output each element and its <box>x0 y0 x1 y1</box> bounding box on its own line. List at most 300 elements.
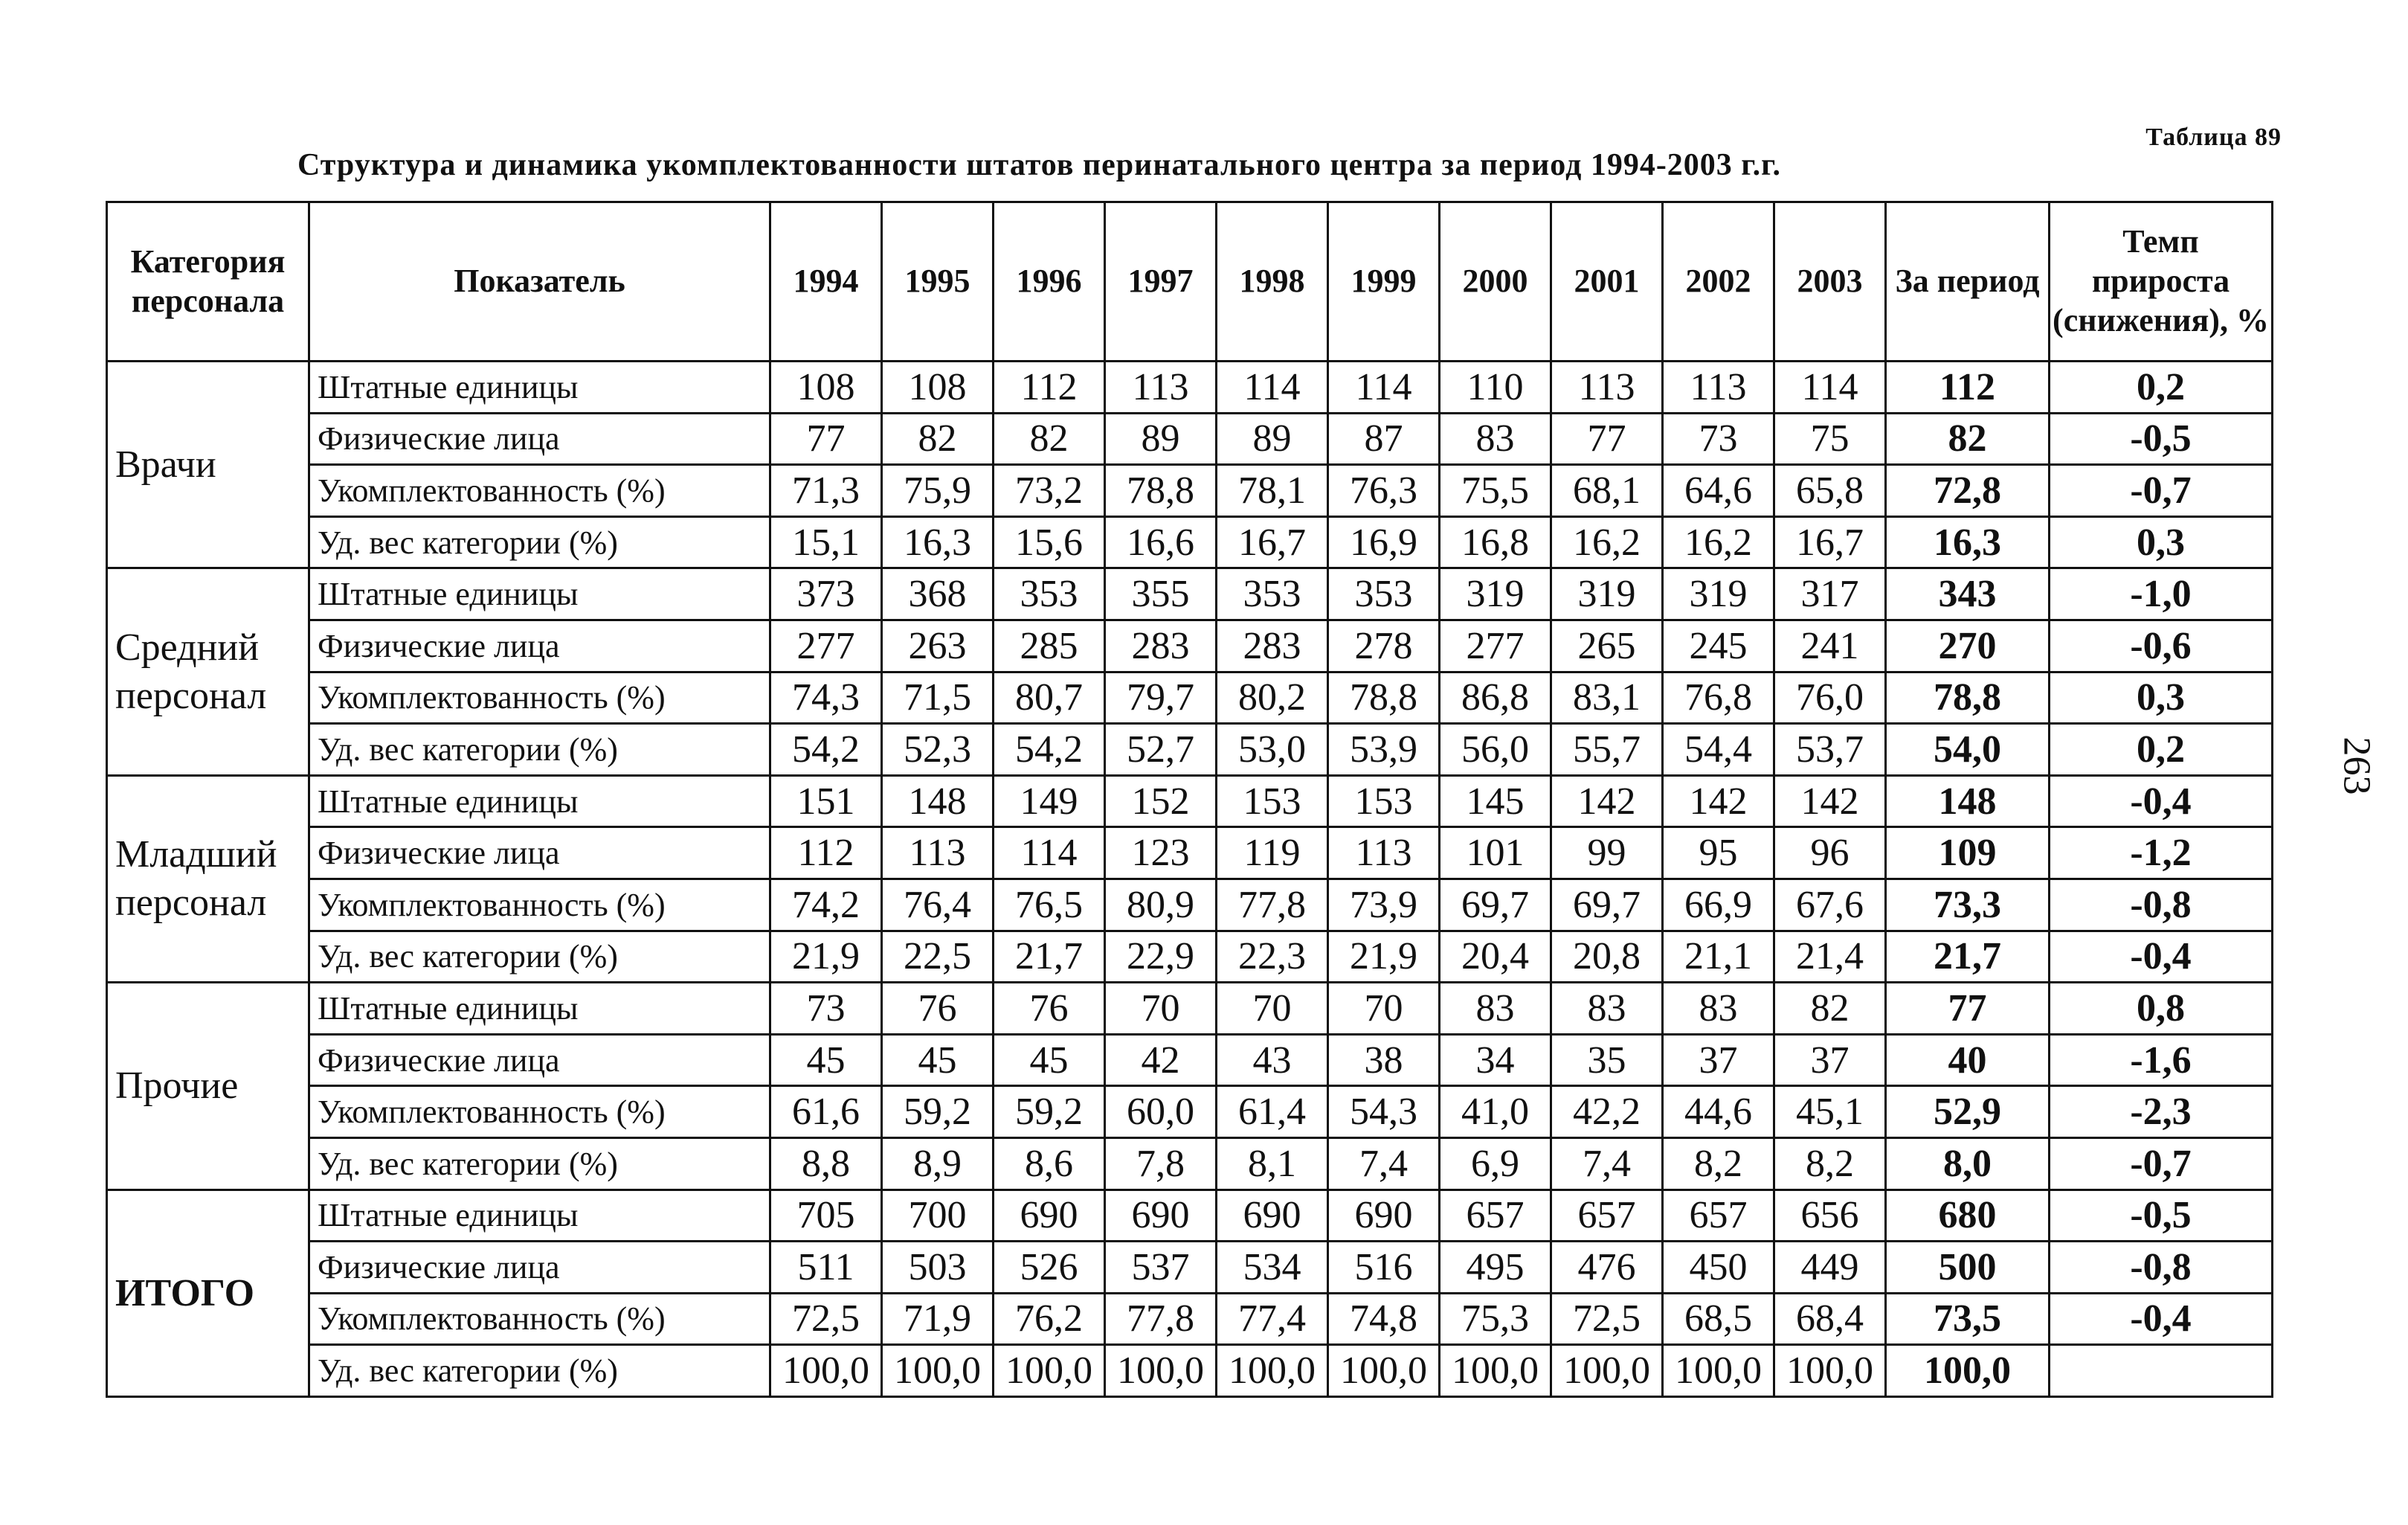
category-cell: Средний персонал <box>107 568 309 775</box>
value-cell: 75,3 <box>1440 1293 1551 1345</box>
value-cell: 319 <box>1663 568 1774 620</box>
value-cell: 69,7 <box>1440 879 1551 931</box>
value-cell: 35 <box>1551 1034 1663 1086</box>
value-cell: 278 <box>1328 620 1440 672</box>
value-cell: 112 <box>770 827 882 879</box>
table-number: Таблица 89 <box>2145 123 2282 151</box>
value-cell: 100,0 <box>1328 1345 1440 1397</box>
value-cell: 52,7 <box>1105 724 1217 776</box>
indicator-cell: Укомплектованность (%) <box>309 465 770 517</box>
value-cell: 52,3 <box>882 724 994 776</box>
value-cell: 74,8 <box>1328 1293 1440 1345</box>
value-cell: 42 <box>1105 1034 1217 1086</box>
rate-cell: -0,4 <box>2050 1293 2273 1345</box>
value-cell: 77 <box>1551 413 1663 465</box>
value-cell: 277 <box>770 620 882 672</box>
value-cell: 114 <box>1774 362 1886 414</box>
value-cell: 73 <box>770 983 882 1035</box>
value-cell: 142 <box>1551 775 1663 827</box>
table-row <box>107 1190 2273 1242</box>
rate-cell: -1,6 <box>2050 1034 2273 1086</box>
value-cell: 7,4 <box>1328 1137 1440 1190</box>
table-row <box>107 516 2273 568</box>
indicator-cell: Физические лица <box>309 827 770 879</box>
value-cell: 56,0 <box>1440 724 1551 776</box>
value-cell: 700 <box>882 1190 994 1242</box>
value-cell: 21,7 <box>994 931 1105 983</box>
value-cell: 34 <box>1440 1034 1551 1086</box>
value-cell: 65,8 <box>1774 465 1886 517</box>
value-cell: 37 <box>1663 1034 1774 1086</box>
value-cell: 21,9 <box>770 931 882 983</box>
value-cell: 8,6 <box>994 1137 1105 1190</box>
value-cell: 59,2 <box>882 1086 994 1138</box>
value-cell: 353 <box>1328 568 1440 620</box>
value-cell: 64,6 <box>1663 465 1774 517</box>
value-cell: 75 <box>1774 413 1886 465</box>
value-cell: 265 <box>1551 620 1663 672</box>
value-cell: 101 <box>1440 827 1551 879</box>
value-cell: 450 <box>1663 1242 1774 1294</box>
value-cell: 353 <box>1217 568 1328 620</box>
category-cell: ИТОГО <box>107 1190 309 1396</box>
period-cell: 680 <box>1886 1190 2050 1242</box>
value-cell: 53,0 <box>1217 724 1328 776</box>
value-cell: 657 <box>1663 1190 1774 1242</box>
period-cell: 343 <box>1886 568 2050 620</box>
value-cell: 76,3 <box>1328 465 1440 517</box>
column-header-year: 1996 <box>994 202 1105 362</box>
value-cell: 108 <box>882 362 994 414</box>
value-cell: 100,0 <box>1440 1345 1551 1397</box>
value-cell: 77,8 <box>1105 1293 1217 1345</box>
value-cell: 41,0 <box>1440 1086 1551 1138</box>
period-cell: 148 <box>1886 775 2050 827</box>
rate-cell: -1,0 <box>2050 568 2273 620</box>
value-cell: 45 <box>994 1034 1105 1086</box>
value-cell: 8,2 <box>1663 1137 1774 1190</box>
value-cell: 319 <box>1551 568 1663 620</box>
value-cell: 317 <box>1774 568 1886 620</box>
indicator-cell: Уд. вес категории (%) <box>309 1137 770 1190</box>
indicator-cell: Физические лица <box>309 620 770 672</box>
value-cell: 113 <box>1663 362 1774 414</box>
value-cell: 373 <box>770 568 882 620</box>
value-cell: 114 <box>1328 362 1440 414</box>
value-cell: 503 <box>882 1242 994 1294</box>
value-cell: 89 <box>1217 413 1328 465</box>
value-cell: 83 <box>1440 413 1551 465</box>
value-cell: 87 <box>1328 413 1440 465</box>
value-cell: 72,5 <box>1551 1293 1663 1345</box>
value-cell: 113 <box>1551 362 1663 414</box>
value-cell: 72,5 <box>770 1293 882 1345</box>
value-cell: 75,5 <box>1440 465 1551 517</box>
value-cell: 54,3 <box>1328 1086 1440 1138</box>
value-cell: 66,9 <box>1663 879 1774 931</box>
category-cell: Врачи <box>107 362 309 568</box>
value-cell: 537 <box>1105 1242 1217 1294</box>
value-cell: 44,6 <box>1663 1086 1774 1138</box>
value-cell: 153 <box>1217 775 1328 827</box>
value-cell: 145 <box>1440 775 1551 827</box>
rate-cell: 0,3 <box>2050 672 2273 724</box>
table-row <box>107 1086 2273 1138</box>
column-header-period: За период <box>1886 202 2050 362</box>
value-cell: 119 <box>1217 827 1328 879</box>
period-cell: 8,0 <box>1886 1137 2050 1190</box>
rate-cell: -0,4 <box>2050 931 2273 983</box>
period-cell: 112 <box>1886 362 2050 414</box>
value-cell: 78,8 <box>1328 672 1440 724</box>
indicator-cell: Штатные единицы <box>309 1190 770 1242</box>
rate-cell <box>2050 1345 2273 1397</box>
indicator-cell: Физические лица <box>309 1034 770 1086</box>
table-row <box>107 362 2273 414</box>
rate-cell: 0,3 <box>2050 516 2273 568</box>
period-cell: 73,3 <box>1886 879 2050 931</box>
value-cell: 16,2 <box>1663 516 1774 568</box>
table-header-row <box>107 202 2273 362</box>
indicator-cell: Штатные единицы <box>309 983 770 1035</box>
value-cell: 100,0 <box>1774 1345 1886 1397</box>
value-cell: 60,0 <box>1105 1086 1217 1138</box>
period-cell: 54,0 <box>1886 724 2050 776</box>
value-cell: 83 <box>1663 983 1774 1035</box>
value-cell: 15,6 <box>994 516 1105 568</box>
value-cell: 68,1 <box>1551 465 1663 517</box>
value-cell: 96 <box>1774 827 1886 879</box>
value-cell: 112 <box>994 362 1105 414</box>
rate-cell: 0,2 <box>2050 362 2273 414</box>
rate-cell: -0,6 <box>2050 620 2273 672</box>
period-cell: 270 <box>1886 620 2050 672</box>
value-cell: 70 <box>1328 983 1440 1035</box>
value-cell: 123 <box>1105 827 1217 879</box>
table-row <box>107 672 2273 724</box>
value-cell: 21,1 <box>1663 931 1774 983</box>
value-cell: 142 <box>1663 775 1774 827</box>
staffing-table <box>106 201 2273 1398</box>
table-row <box>107 983 2273 1035</box>
rate-cell: -0,8 <box>2050 1242 2273 1294</box>
value-cell: 6,9 <box>1440 1137 1551 1190</box>
value-cell: 153 <box>1328 775 1440 827</box>
value-cell: 368 <box>882 568 994 620</box>
column-header-year: 1994 <box>770 202 882 362</box>
table-row <box>107 620 2273 672</box>
value-cell: 110 <box>1440 362 1551 414</box>
table-row <box>107 1345 2273 1397</box>
value-cell: 83,1 <box>1551 672 1663 724</box>
value-cell: 21,9 <box>1328 931 1440 983</box>
value-cell: 16,7 <box>1774 516 1886 568</box>
value-cell: 83 <box>1551 983 1663 1035</box>
value-cell: 16,8 <box>1440 516 1551 568</box>
value-cell: 283 <box>1105 620 1217 672</box>
table-row <box>107 827 2273 879</box>
value-cell: 495 <box>1440 1242 1551 1294</box>
value-cell: 277 <box>1440 620 1551 672</box>
value-cell: 690 <box>1328 1190 1440 1242</box>
value-cell: 75,9 <box>882 465 994 517</box>
column-header-year: 2000 <box>1440 202 1551 362</box>
value-cell: 8,1 <box>1217 1137 1328 1190</box>
table-row <box>107 1034 2273 1086</box>
value-cell: 690 <box>1217 1190 1328 1242</box>
value-cell: 77,8 <box>1217 879 1328 931</box>
column-header-year: 1999 <box>1328 202 1440 362</box>
value-cell: 7,4 <box>1551 1137 1663 1190</box>
column-header-category: Категория персонала <box>107 202 309 362</box>
value-cell: 22,9 <box>1105 931 1217 983</box>
value-cell: 100,0 <box>994 1345 1105 1397</box>
column-header-year: 2001 <box>1551 202 1663 362</box>
indicator-cell: Укомплектованность (%) <box>309 1086 770 1138</box>
indicator-cell: Физические лица <box>309 1242 770 1294</box>
value-cell: 59,2 <box>994 1086 1105 1138</box>
value-cell: 21,4 <box>1774 931 1886 983</box>
value-cell: 95 <box>1663 827 1774 879</box>
value-cell: 86,8 <box>1440 672 1551 724</box>
table-row <box>107 724 2273 776</box>
value-cell: 71,5 <box>882 672 994 724</box>
column-header-year: 2002 <box>1663 202 1774 362</box>
indicator-cell: Уд. вес категории (%) <box>309 1345 770 1397</box>
value-cell: 74,3 <box>770 672 882 724</box>
rate-cell: -2,3 <box>2050 1086 2273 1138</box>
value-cell: 476 <box>1551 1242 1663 1294</box>
table-row <box>107 1137 2273 1190</box>
value-cell: 74,2 <box>770 879 882 931</box>
rate-cell: -0,5 <box>2050 413 2273 465</box>
value-cell: 534 <box>1217 1242 1328 1294</box>
value-cell: 76 <box>994 983 1105 1035</box>
value-cell: 16,7 <box>1217 516 1328 568</box>
value-cell: 16,3 <box>882 516 994 568</box>
value-cell: 511 <box>770 1242 882 1294</box>
table-row <box>107 775 2273 827</box>
value-cell: 76,2 <box>994 1293 1105 1345</box>
value-cell: 69,7 <box>1551 879 1663 931</box>
value-cell: 80,7 <box>994 672 1105 724</box>
value-cell: 113 <box>882 827 994 879</box>
value-cell: 80,2 <box>1217 672 1328 724</box>
rate-cell: -0,5 <box>2050 1190 2273 1242</box>
value-cell: 68,4 <box>1774 1293 1886 1345</box>
value-cell: 54,2 <box>994 724 1105 776</box>
value-cell: 76,8 <box>1663 672 1774 724</box>
table-row <box>107 465 2273 517</box>
value-cell: 151 <box>770 775 882 827</box>
value-cell: 54,2 <box>770 724 882 776</box>
rate-cell: -0,8 <box>2050 879 2273 931</box>
value-cell: 45 <box>882 1034 994 1086</box>
value-cell: 76 <box>882 983 994 1035</box>
value-cell: 114 <box>994 827 1105 879</box>
value-cell: 61,4 <box>1217 1086 1328 1138</box>
indicator-cell: Уд. вес категории (%) <box>309 516 770 568</box>
value-cell: 76,5 <box>994 879 1105 931</box>
column-header-indicator: Показатель <box>309 202 770 362</box>
value-cell: 705 <box>770 1190 882 1242</box>
value-cell: 656 <box>1774 1190 1886 1242</box>
value-cell: 70 <box>1217 983 1328 1035</box>
rate-cell: -1,2 <box>2050 827 2273 879</box>
period-cell: 21,7 <box>1886 931 2050 983</box>
value-cell: 8,9 <box>882 1137 994 1190</box>
rate-cell: -0,7 <box>2050 465 2273 517</box>
period-cell: 78,8 <box>1886 672 2050 724</box>
period-cell: 40 <box>1886 1034 2050 1086</box>
value-cell: 61,6 <box>770 1086 882 1138</box>
indicator-cell: Укомплектованность (%) <box>309 1293 770 1345</box>
value-cell: 152 <box>1105 775 1217 827</box>
rate-cell: 0,8 <box>2050 983 2273 1035</box>
value-cell: 82 <box>1774 983 1886 1035</box>
period-cell: 100,0 <box>1886 1345 2050 1397</box>
value-cell: 100,0 <box>1551 1345 1663 1397</box>
value-cell: 16,9 <box>1328 516 1440 568</box>
value-cell: 77,4 <box>1217 1293 1328 1345</box>
value-cell: 67,6 <box>1774 879 1886 931</box>
value-cell: 8,2 <box>1774 1137 1886 1190</box>
value-cell: 263 <box>882 620 994 672</box>
value-cell: 245 <box>1663 620 1774 672</box>
value-cell: 22,5 <box>882 931 994 983</box>
value-cell: 45 <box>770 1034 882 1086</box>
value-cell: 42,2 <box>1551 1086 1663 1138</box>
value-cell: 79,7 <box>1105 672 1217 724</box>
value-cell: 71,3 <box>770 465 882 517</box>
indicator-cell: Уд. вес категории (%) <box>309 724 770 776</box>
value-cell: 100,0 <box>882 1345 994 1397</box>
value-cell: 7,8 <box>1105 1137 1217 1190</box>
value-cell: 8,8 <box>770 1137 882 1190</box>
value-cell: 113 <box>1328 827 1440 879</box>
value-cell: 114 <box>1217 362 1328 414</box>
period-cell: 72,8 <box>1886 465 2050 517</box>
value-cell: 113 <box>1105 362 1217 414</box>
table-row <box>107 931 2273 983</box>
value-cell: 285 <box>994 620 1105 672</box>
column-header-year: 1998 <box>1217 202 1328 362</box>
rate-cell: -0,4 <box>2050 775 2273 827</box>
page-number: 263 <box>2335 736 2378 795</box>
value-cell: 73,2 <box>994 465 1105 517</box>
value-cell: 100,0 <box>1217 1345 1328 1397</box>
indicator-cell: Укомплектованность (%) <box>309 879 770 931</box>
value-cell: 80,9 <box>1105 879 1217 931</box>
value-cell: 53,7 <box>1774 724 1886 776</box>
rate-cell: 0,2 <box>2050 724 2273 776</box>
value-cell: 54,4 <box>1663 724 1774 776</box>
indicator-cell: Штатные единицы <box>309 568 770 620</box>
value-cell: 68,5 <box>1663 1293 1774 1345</box>
value-cell: 20,8 <box>1551 931 1663 983</box>
value-cell: 76,0 <box>1774 672 1886 724</box>
period-cell: 500 <box>1886 1242 2050 1294</box>
value-cell: 45,1 <box>1774 1086 1886 1138</box>
value-cell: 15,1 <box>770 516 882 568</box>
value-cell: 73,9 <box>1328 879 1440 931</box>
value-cell: 100,0 <box>1663 1345 1774 1397</box>
value-cell: 16,2 <box>1551 516 1663 568</box>
value-cell: 355 <box>1105 568 1217 620</box>
value-cell: 82 <box>994 413 1105 465</box>
value-cell: 100,0 <box>770 1345 882 1397</box>
value-cell: 43 <box>1217 1034 1328 1086</box>
value-cell: 283 <box>1217 620 1328 672</box>
value-cell: 55,7 <box>1551 724 1663 776</box>
indicator-cell: Уд. вес категории (%) <box>309 931 770 983</box>
column-header-year: 1997 <box>1105 202 1217 362</box>
table-row <box>107 413 2273 465</box>
category-cell: Младший персонал <box>107 775 309 982</box>
table-row <box>107 1293 2273 1345</box>
value-cell: 657 <box>1440 1190 1551 1242</box>
value-cell: 516 <box>1328 1242 1440 1294</box>
value-cell: 449 <box>1774 1242 1886 1294</box>
value-cell: 38 <box>1328 1034 1440 1086</box>
value-cell: 76,4 <box>882 879 994 931</box>
value-cell: 20,4 <box>1440 931 1551 983</box>
value-cell: 690 <box>1105 1190 1217 1242</box>
value-cell: 78,1 <box>1217 465 1328 517</box>
value-cell: 83 <box>1440 983 1551 1035</box>
period-cell: 16,3 <box>1886 516 2050 568</box>
value-cell: 53,9 <box>1328 724 1440 776</box>
column-header-year: 2003 <box>1774 202 1886 362</box>
value-cell: 37 <box>1774 1034 1886 1086</box>
value-cell: 319 <box>1440 568 1551 620</box>
value-cell: 148 <box>882 775 994 827</box>
category-cell: Прочие <box>107 983 309 1190</box>
value-cell: 657 <box>1551 1190 1663 1242</box>
column-header-rate: Темп прироста (снижения), % <box>2050 202 2273 362</box>
period-cell: 52,9 <box>1886 1086 2050 1138</box>
value-cell: 149 <box>994 775 1105 827</box>
value-cell: 526 <box>994 1242 1105 1294</box>
value-cell: 690 <box>994 1190 1105 1242</box>
table-row <box>107 879 2273 931</box>
table-title: Структура и динамика укомплектованности штатов перинатального центра за период 1994-2003 г.г. <box>297 148 1781 182</box>
value-cell: 142 <box>1774 775 1886 827</box>
period-cell: 82 <box>1886 413 2050 465</box>
value-cell: 108 <box>770 362 882 414</box>
period-cell: 77 <box>1886 983 2050 1035</box>
value-cell: 89 <box>1105 413 1217 465</box>
period-cell: 109 <box>1886 827 2050 879</box>
period-cell: 73,5 <box>1886 1293 2050 1345</box>
rate-cell: -0,7 <box>2050 1137 2273 1190</box>
value-cell: 78,8 <box>1105 465 1217 517</box>
value-cell: 82 <box>882 413 994 465</box>
table-row <box>107 568 2273 620</box>
column-header-year: 1995 <box>882 202 994 362</box>
value-cell: 100,0 <box>1105 1345 1217 1397</box>
value-cell: 70 <box>1105 983 1217 1035</box>
table-row <box>107 1242 2273 1294</box>
value-cell: 99 <box>1551 827 1663 879</box>
value-cell: 16,6 <box>1105 516 1217 568</box>
indicator-cell: Штатные единицы <box>309 362 770 414</box>
indicator-cell: Укомплектованность (%) <box>309 672 770 724</box>
value-cell: 22,3 <box>1217 931 1328 983</box>
value-cell: 353 <box>994 568 1105 620</box>
value-cell: 71,9 <box>882 1293 994 1345</box>
value-cell: 77 <box>770 413 882 465</box>
